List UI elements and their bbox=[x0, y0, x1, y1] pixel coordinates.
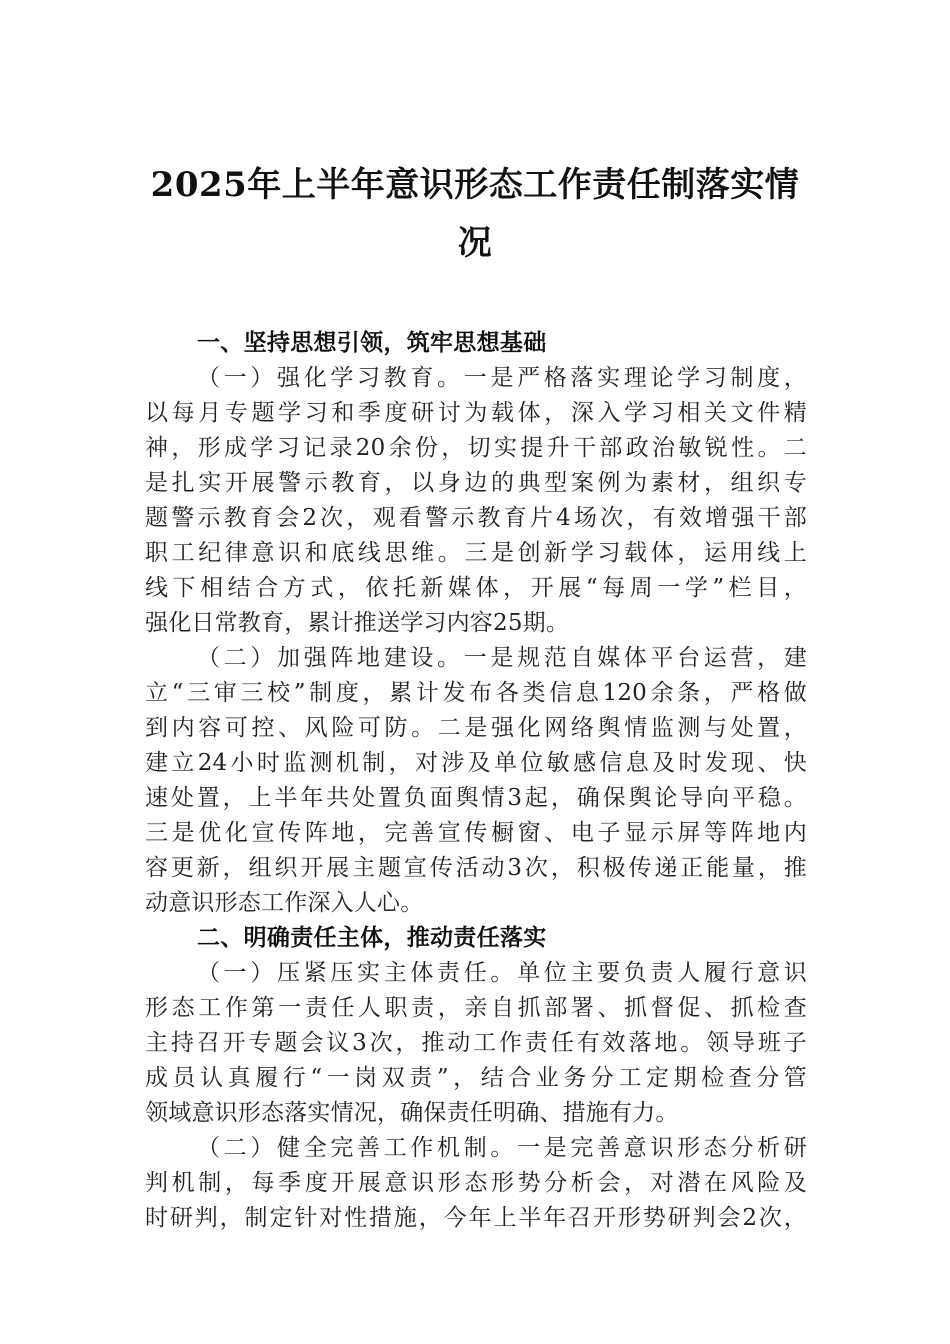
paragraph-line: 速处置，上半年共处置负面舆情3起，确保舆论导向平稳。 bbox=[145, 785, 807, 811]
paragraph-line: 职工纪律意识和底线思维。三是创新学习载体，运用线上 bbox=[145, 540, 807, 566]
paragraph-line: 是扎实开展警示教育，以身边的典型案例为素材，组织专 bbox=[145, 470, 807, 496]
paragraph-line: 动意识形态工作深入人心。 bbox=[145, 890, 424, 916]
paragraph-line: 形态工作第一责任人职责，亲自抓部署、抓督促、抓检查 bbox=[145, 995, 807, 1021]
paragraph-line: 判机制，每季度开展意识形态形势分析会，对潜在风险及 bbox=[145, 1170, 807, 1196]
paragraph-line: 时研判，制定针对性措施，今年上半年召开形势研判会2次， bbox=[145, 1205, 807, 1231]
section-1-paragraph-2 bbox=[145, 641, 807, 921]
document-title bbox=[145, 156, 805, 272]
document-body bbox=[145, 326, 807, 1236]
paragraph-line: 主持召开专题会议3次，推动工作责任有效落地。领导班子 bbox=[145, 1030, 807, 1056]
paragraph-line: （一）压紧压实主体责任。单位主要负责人履行意识 bbox=[197, 960, 807, 986]
title-line-2: 况 bbox=[457, 223, 493, 263]
section-2-heading: 二、明确责任主体，推动责任落实 bbox=[197, 925, 547, 951]
paragraph-line: 到内容可控、风险可防。二是强化网络舆情监测与处置， bbox=[145, 715, 807, 741]
paragraph-line: 建立24小时监测机制，对涉及单位敏感信息及时发现、快 bbox=[145, 750, 807, 776]
section-1-paragraph-1 bbox=[145, 361, 807, 641]
section-1-heading: 一、坚持思想引领，筑牢思想基础 bbox=[197, 330, 547, 356]
paragraph-line: 成员认真履行“一岗双责”，结合业务分工定期检查分管 bbox=[145, 1065, 807, 1091]
title-line-1: 2025年上半年意识形态工作责任制落实情 bbox=[150, 165, 800, 205]
paragraph-line: 容更新，组织开展主题宣传活动3次，积极传递正能量，推 bbox=[145, 855, 807, 881]
paragraph-line: （一）强化学习教育。一是严格落实理论学习制度， bbox=[197, 365, 807, 391]
paragraph-line: 神，形成学习记录20余份，切实提升干部政治敏锐性。二 bbox=[145, 435, 807, 461]
section-2-paragraph-2 bbox=[145, 1131, 807, 1236]
paragraph-line: （二）健全完善工作机制。一是完善意识形态分析研 bbox=[197, 1135, 807, 1161]
paragraph-line: 以每月专题学习和季度研讨为载体，深入学习相关文件精 bbox=[145, 400, 807, 426]
paragraph-line: （二）加强阵地建设。一是规范自媒体平台运营，建 bbox=[197, 645, 807, 671]
paragraph-line: 强化日常教育，累计推送学习内容25期。 bbox=[145, 610, 570, 636]
paragraph-line: 三是优化宣传阵地，完善宣传橱窗、电子显示屏等阵地内 bbox=[145, 820, 807, 846]
paragraph-line: 领域意识形态落实情况，确保责任明确、措施有力。 bbox=[145, 1100, 679, 1126]
paragraph-line: 线下相结合方式，依托新媒体，开展“每周一学”栏目， bbox=[145, 575, 807, 601]
paragraph-line: 立“三审三校”制度，累计发布各类信息120余条，严格做 bbox=[145, 680, 807, 706]
paragraph-line: 题警示教育会2次，观看警示教育片4场次，有效增强干部 bbox=[145, 505, 807, 531]
section-2-paragraph-1 bbox=[145, 956, 807, 1131]
